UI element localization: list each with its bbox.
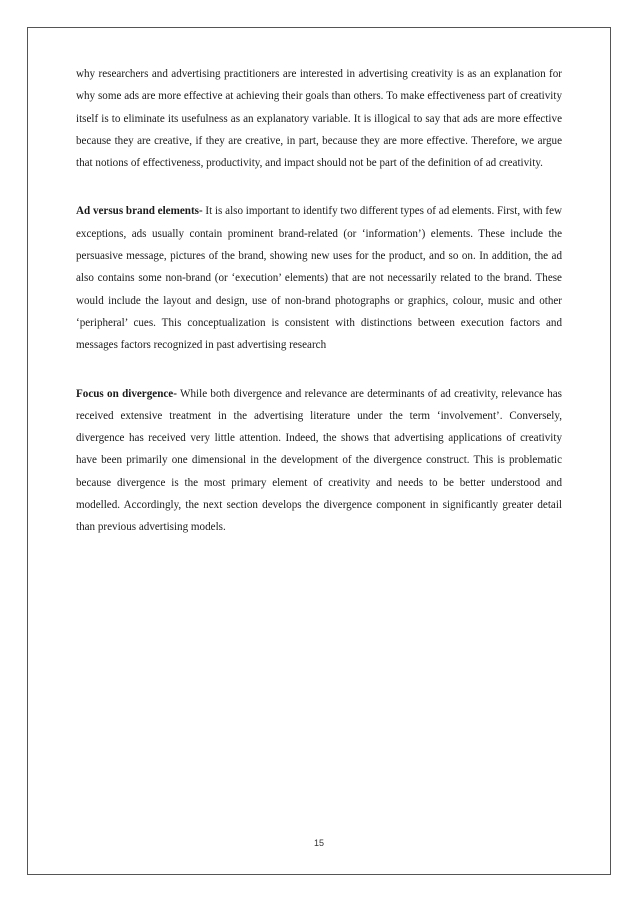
paragraph-heading: Focus on divergence- (76, 387, 177, 400)
paragraph-creativity-effectiveness (76, 63, 562, 174)
page-number: 15 (313, 838, 324, 848)
paragraph-ad-versus-brand (76, 200, 562, 356)
document-body (76, 63, 562, 565)
paragraph-text: It is also important to identify two different types of ad elements. First, with few exceptions, ads usually contain prominent brand-related (or ‘information’) elements. These include the persuasive message, pictures of the brand, showing new uses for the product, and so on. In addition, the ad also contains some non-brand (or ‘execution’ elements) that are not necessarily related to the brand. These would include the layout and design, use of non-brand photographs or graphics, colour, music and other ‘peripheral’ cues. This conceptualization is consistent with distinctions between execution factors and messages factors recognized in past advertising research (76, 205, 563, 352)
paragraph-focus-divergence (76, 383, 562, 539)
paragraph-text: why researchers and advertising practitioners are interested in advertising creativity is as an explanation for why some ads are more effective at achieving their goals than others. To make effectiveness part of creativity itself is to eliminate its usefulness as an explanatory variable. It is illogical to say that ads are more effective because they are creative, if they are creative, in part, because they are more effective. Therefore, we argue that notions of effectiveness, productivity, and impact should not be part of the definition of ad creativity. (76, 68, 562, 170)
paragraph-heading: Ad versus brand elements- (76, 205, 203, 218)
paragraph-text: While both divergence and relevance are determinants of ad creativity, relevance has received extensive treatment in the advertising literature under the term ‘involvement’. Conversely, divergence has received very little attention. Indeed, the shows that advertising applications of creativity have been primarily one dimensional in the development of the divergence construct. This is problematic because divergence is the most primary element of creativity and needs to be better understood and modelled. Accordingly, the next section develops the divergence component in significantly greater detail than previous advertising models. (76, 387, 562, 534)
